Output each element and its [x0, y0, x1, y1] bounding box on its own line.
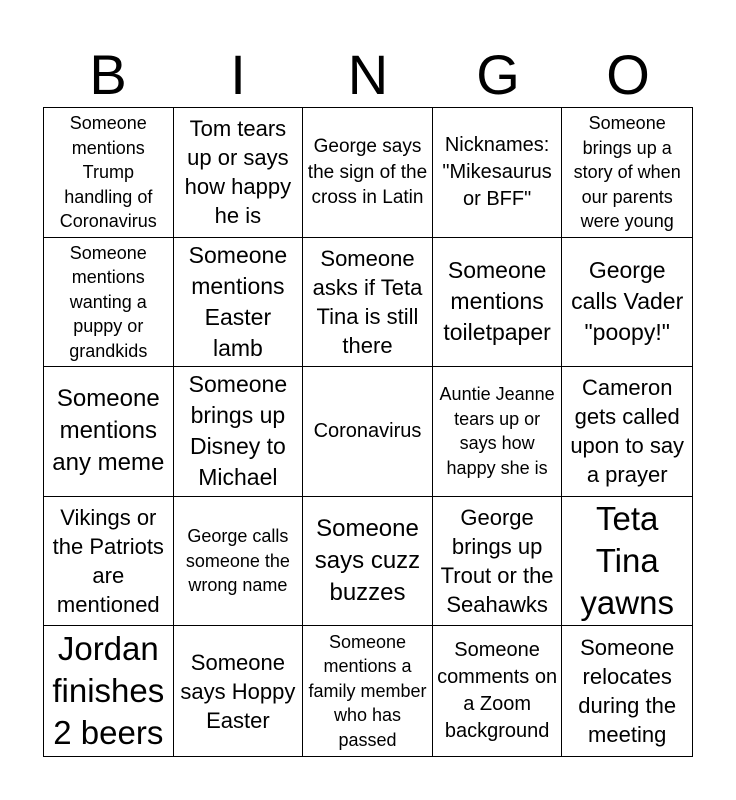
bingo-cell[interactable] [44, 626, 174, 756]
cell-text: Someone mentions any meme [52, 385, 165, 477]
bingo-cell[interactable] [44, 238, 174, 368]
cell-text: Someone brings up a story of when our parents were young [573, 113, 681, 232]
bingo-cell[interactable] [303, 108, 433, 238]
cell-text: Cameron gets called upon to say a prayer [570, 375, 685, 488]
bingo-board [43, 107, 693, 757]
header-letter-g: G [476, 43, 520, 106]
cell-text: George calls someone the wrong name [185, 526, 290, 596]
cell-text: George brings up Trout or the Seahawks [440, 505, 554, 618]
cell-text: Vikings or the Patriots are mentioned [52, 505, 164, 618]
bingo-cell[interactable] [303, 238, 433, 368]
bingo-cell[interactable] [174, 367, 304, 497]
cell-text: Coronavirus [313, 419, 422, 442]
bingo-header [43, 44, 693, 106]
bingo-cell[interactable] [562, 367, 692, 497]
bingo-cell[interactable] [433, 367, 563, 497]
cell-text: Someone mentions Trump handling of Coronavirus [59, 113, 157, 232]
cell-text: Someone mentions wanting a puppy or grandkids [69, 242, 148, 361]
bingo-cell[interactable] [433, 238, 563, 368]
cell-text: Someone says Hoppy Easter [180, 649, 296, 733]
header-letter-o: O [606, 43, 650, 106]
cell-text: Jordan finishes 2 beers [52, 630, 165, 752]
bingo-cell[interactable] [562, 108, 692, 238]
cell-text: Nicknames: "Mikesaurus or BFF" [442, 133, 552, 210]
header-letter-n: N [347, 43, 389, 106]
cell-text: Someone mentions a family member who has passed [308, 631, 427, 750]
bingo-cell[interactable] [44, 497, 174, 627]
cell-text: Someone comments on a Zoom background [437, 639, 558, 743]
cell-text: Someone says cuzz buzzes [314, 515, 421, 607]
cell-text: Someone mentions toiletpaper [443, 257, 551, 346]
bingo-cell[interactable] [174, 108, 304, 238]
cell-text: Teta Tina yawns [580, 500, 674, 622]
header-letter-b: B [89, 43, 127, 106]
bingo-cell[interactable] [303, 367, 433, 497]
cell-text: Tom tears up or says how happy he is [184, 116, 292, 229]
bingo-cell[interactable] [433, 108, 563, 238]
cell-text: Someone brings up Disney to Michael [188, 371, 288, 491]
cell-text: George says the sign of the cross in Latin [307, 136, 428, 209]
bingo-cell[interactable] [562, 238, 692, 368]
cell-text: Someone relocates during the meeting [578, 635, 677, 748]
cell-text: Someone mentions Easter lamb [188, 241, 288, 361]
bingo-cell[interactable] [433, 497, 563, 627]
bingo-cell[interactable] [433, 626, 563, 756]
cell-text: George calls Vader "poopy!" [571, 257, 684, 346]
bingo-cell[interactable] [174, 626, 304, 756]
bingo-cell[interactable] [44, 367, 174, 497]
bingo-cell[interactable] [174, 238, 304, 368]
bingo-cell[interactable] [303, 497, 433, 627]
header-letter-i: I [230, 43, 246, 106]
cell-text: Someone asks if Teta Tina is still there [312, 245, 423, 358]
bingo-cell[interactable] [562, 626, 692, 756]
bingo-cell[interactable] [44, 108, 174, 238]
bingo-cell[interactable] [174, 497, 304, 627]
bingo-cell[interactable] [303, 626, 433, 756]
bingo-cell[interactable] [562, 497, 692, 627]
cell-text: Auntie Jeanne tears up or says how happy she is [439, 384, 555, 478]
